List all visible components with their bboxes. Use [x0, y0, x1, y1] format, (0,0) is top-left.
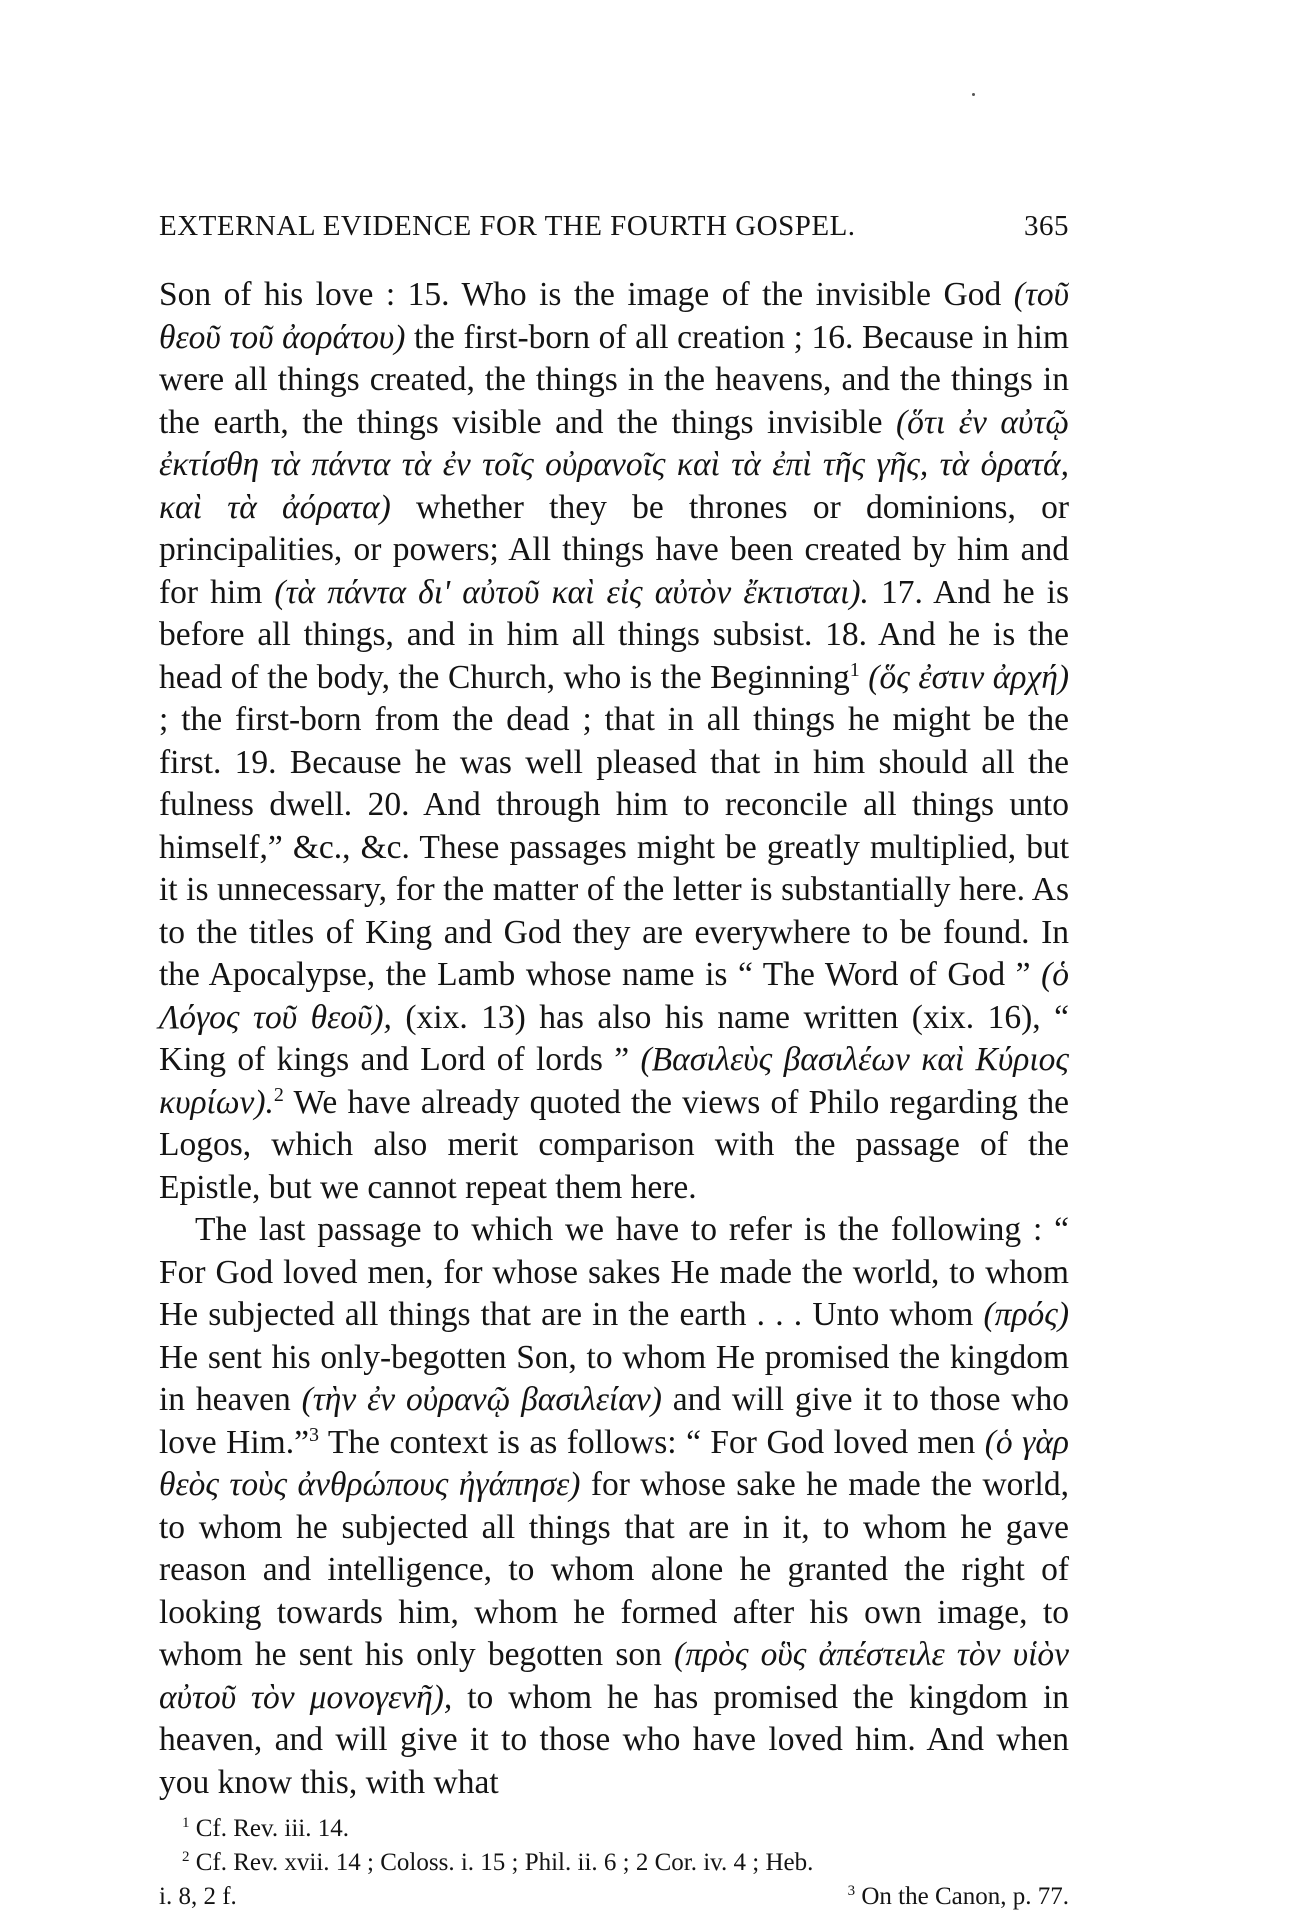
main-text [159, 274, 1069, 1804]
text-span: He sent his only-begotten Son, to whom He promised the kingdom in heaven [159, 1338, 1069, 1418]
greek-quote: (ὁ γὰρ θεὸς τοὺς ἀνθρώπους ἠγάπησε) [159, 1423, 1069, 1503]
text-span: and will give it to those who love Him.” [159, 1381, 1069, 1461]
paragraph-2 [159, 1209, 1069, 1804]
footnote-mark: 1 [182, 1815, 190, 1831]
running-header [159, 210, 1069, 246]
text-span: (xix. 13) has also his name written (xix. 16), “ King of kings and Lord of lords ” [159, 998, 1069, 1078]
text-span: whether they be thrones or dominions, or principalities, or powers; All things have been created by him and for him [159, 488, 1069, 611]
text-span: ; the first-born from the dead ; that in all things he might be the first. 19. Because he was well pleased that in him should all the fulness dwell. 20. And through him to reconcile all things unto himself,” &c., &c. These passages might be greatly multiplied, but it is unnecessary, for the matter of the letter is substantially here. As to the titles of King and God they are everywhere to be found. In the Apocalypse, the Lamb whose name is “ The Word of God ” [159, 701, 1069, 993]
footnote-3 [848, 1880, 1069, 1914]
greek-quote: (τὰ πάντα δι' αὐτοῦ καὶ εἰς αὐτὸν ἔκτισται). [274, 573, 869, 611]
text-span: The context is as follows: “ For God loved men [318, 1423, 985, 1461]
greek-quote: (ὅτι ἐν αὐτῷ ἐκτίσθη τὰ πάντα τὰ ἐν τοῖς οὐρανοῖς καὶ τὰ ἐπὶ τῆς γῆς, τὰ ὁρατά, καὶ τὰ ἀόρατα) [159, 403, 1069, 526]
text-span: Son of his love : 15. Who is the image of the invisible God [159, 276, 1014, 313]
footnote-2-continuation: i. 8, 2 f. [159, 1883, 237, 1910]
footnote-ref-2[interactable]: 2 [273, 1083, 284, 1106]
greek-quote: (ὅς ἐστιν ἀρχή) [859, 658, 1069, 696]
greek-quote: (πρὸς οὓς ἀπέστειλε τὸν υἱὸν αὐτοῦ τὸν μονογενῆ), [159, 1636, 1069, 1716]
text-span: for whose sake he made the world, to whom he subjected all things that are in it, to whom he gave reason and intelligence, to whom alone he granted the right of looking towards him, whom he formed after his own image, to whom he sent his only begotten son [159, 1466, 1069, 1673]
footnote-ref-3[interactable]: 3 [308, 1423, 319, 1446]
greek-quote: (Βασιλεὺς βασιλέων καὶ Κύριος κυρίων). [159, 1041, 1070, 1121]
greek-quote: (τὴν ἐν οὐρανῷ βασιλείαν) [301, 1381, 662, 1418]
text-span: to whom he has promised the kingdom in heaven, and will give it to those who have loved him. And when you know this, with what [159, 1678, 1069, 1801]
text-span: 17. And he is before all things, and in him all things subsist. 18. And he is the head of the body, the Church, who is the Beginning [159, 573, 1070, 696]
footnote-1 [159, 1812, 1069, 1846]
footnote-text: Cf. Rev. xvii. 14 ; Coloss. i. 15 ; Phil. ii. 6 ; 2 Cor. iv. 4 ; Heb. [195, 1849, 814, 1876]
greek-quote: (ὁ Λόγος τοῦ θεοῦ), [159, 956, 1069, 1036]
running-title: EXTERNAL EVIDENCE FOR THE FOURTH GOSPEL. [159, 210, 856, 242]
footnote-mark: 2 [182, 1849, 190, 1865]
greek-quote: (πρός) [983, 1296, 1069, 1333]
text-span: The last passage to which we have to refer is the following : “ For God loved men, for whose sakes He made the world, to whom He subjected all things that are in the earth . . . Unto whom [159, 1211, 1069, 1333]
footnotes [159, 1812, 1069, 1914]
greek-quote: (τοῦ θεοῦ τοῦ ἀοράτου) [159, 276, 1069, 356]
footnote-text: Cf. Rev. iii. 14. [195, 1815, 349, 1842]
footnote-row [159, 1880, 1069, 1914]
text-span: the first-born of all creation ; 16. Because in him were all things created, the things in the heavens, and the things in the earth, the things visible and the things invisible [159, 318, 1069, 441]
text-span: We have already quoted the views of Philo regarding the Logos, which also merit comparison with the passage of the Epistle, but we cannot repeat them here. [159, 1083, 1069, 1206]
page-number: 365 [1024, 210, 1069, 242]
footnote-text: On the Canon, p. 77. [861, 1883, 1069, 1910]
scan-speck [972, 93, 975, 96]
footnote-2 [159, 1846, 1069, 1880]
paragraph-1 [159, 274, 1069, 1209]
footnote-ref-1[interactable]: 1 [849, 658, 860, 681]
footnote-mark: 3 [847, 1883, 856, 1899]
